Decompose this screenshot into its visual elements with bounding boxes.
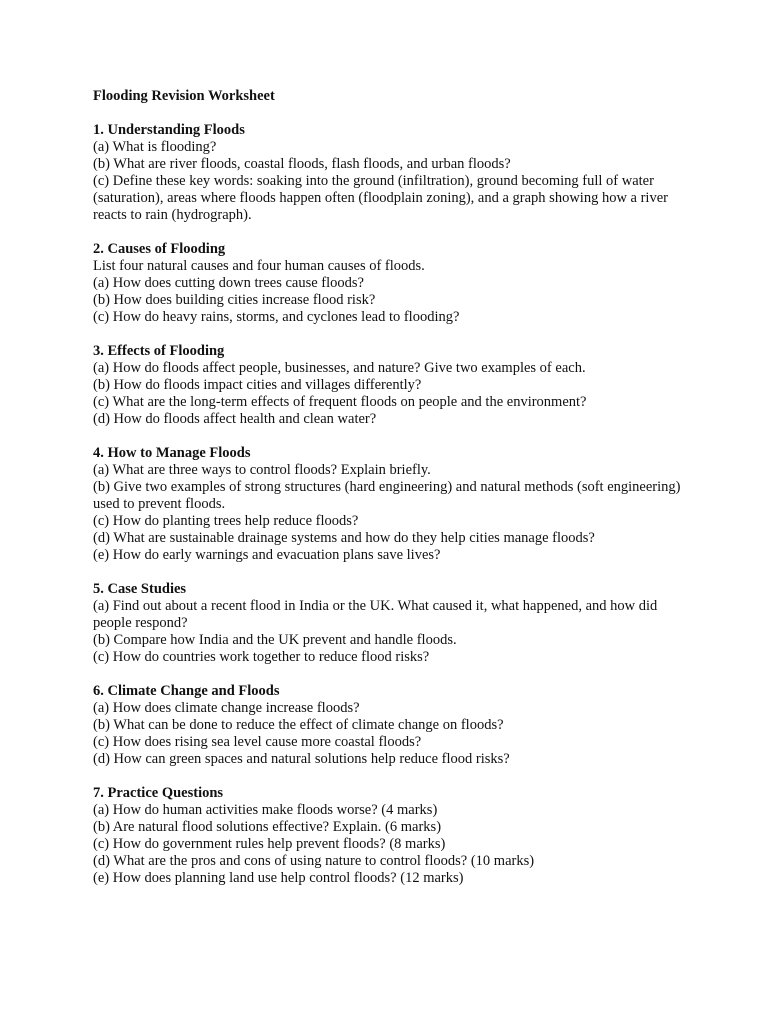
- question-line: (b) What are river floods, coastal floods, flash floods, and urban floods?: [93, 156, 511, 172]
- question-line: List four natural causes and four human causes of floods.: [93, 258, 425, 274]
- question-line: (c) How do government rules help prevent floods? (8 marks): [93, 836, 446, 852]
- question-line: (a) What is flooding?: [93, 139, 217, 155]
- section-how-to-manage-floods: [93, 445, 693, 564]
- question-line: (c) How do heavy rains, storms, and cyclones lead to flooding?: [93, 309, 460, 325]
- question-line: (d) What are the pros and cons of using nature to control floods? (10 marks): [93, 853, 535, 869]
- question-line: (e) How do early warnings and evacuation plans save lives?: [93, 547, 441, 563]
- question-line: (b) Give two examples of strong structures (hard engineering) and natural methods (soft engineering) used to prevent floods.: [93, 479, 681, 512]
- question-line: (d) How do floods affect health and clean water?: [93, 411, 377, 427]
- question-line: (b) What can be done to reduce the effect of climate change on floods?: [93, 717, 504, 733]
- section-heading: 4. How to Manage Floods: [93, 445, 251, 461]
- section-effects-of-flooding: [93, 343, 693, 428]
- section-heading: 1. Understanding Floods: [93, 122, 245, 138]
- section-understanding-floods: [93, 122, 693, 224]
- question-line: (b) How do floods impact cities and villages differently?: [93, 377, 422, 393]
- question-line: (b) Are natural flood solutions effective? Explain. (6 marks): [93, 819, 442, 835]
- worksheet-page: [93, 88, 693, 904]
- section-climate-change-and-floods: [93, 683, 693, 768]
- section-heading: 6. Climate Change and Floods: [93, 683, 280, 699]
- question-line: (c) How does rising sea level cause more coastal floods?: [93, 734, 422, 750]
- question-line: (c) Define these key words: soaking into the ground (infiltration), ground becoming full of water (saturation), areas where floods happen often (floodplain zoning), and a graph showing how a river reacts to rain (hydrograph).: [93, 173, 668, 223]
- question-line: (b) How does building cities increase flood risk?: [93, 292, 376, 308]
- question-line: (d) How can green spaces and natural solutions help reduce flood risks?: [93, 751, 510, 767]
- section-causes-of-flooding: [93, 241, 693, 326]
- question-line: (c) What are the long-term effects of frequent floods on people and the environment?: [93, 394, 587, 410]
- question-line: (b) Compare how India and the UK prevent and handle floods.: [93, 632, 457, 648]
- question-line: (a) How do floods affect people, businesses, and nature? Give two examples of each.: [93, 360, 586, 376]
- question-line: (c) How do planting trees help reduce floods?: [93, 513, 359, 529]
- question-line: (a) How does cutting down trees cause floods?: [93, 275, 364, 291]
- question-line: (e) How does planning land use help control floods? (12 marks): [93, 870, 464, 886]
- question-line: (a) Find out about a recent flood in India or the UK. What caused it, what happened, and how did people respond?: [93, 598, 658, 631]
- section-case-studies: [93, 581, 693, 666]
- question-line: (a) What are three ways to control floods? Explain briefly.: [93, 462, 431, 478]
- section-heading: 2. Causes of Flooding: [93, 241, 226, 257]
- section-heading: 7. Practice Questions: [93, 785, 224, 801]
- question-line: (a) How does climate change increase floods?: [93, 700, 360, 716]
- question-line: (c) How do countries work together to reduce flood risks?: [93, 649, 430, 665]
- section-heading: 3. Effects of Flooding: [93, 343, 225, 359]
- section-heading: 5. Case Studies: [93, 581, 187, 597]
- question-line: (d) What are sustainable drainage systems and how do they help cities manage floods?: [93, 530, 595, 546]
- document-title: Flooding Revision Worksheet: [93, 88, 275, 104]
- section-practice-questions: [93, 785, 693, 887]
- question-line: (a) How do human activities make floods worse? (4 marks): [93, 802, 438, 818]
